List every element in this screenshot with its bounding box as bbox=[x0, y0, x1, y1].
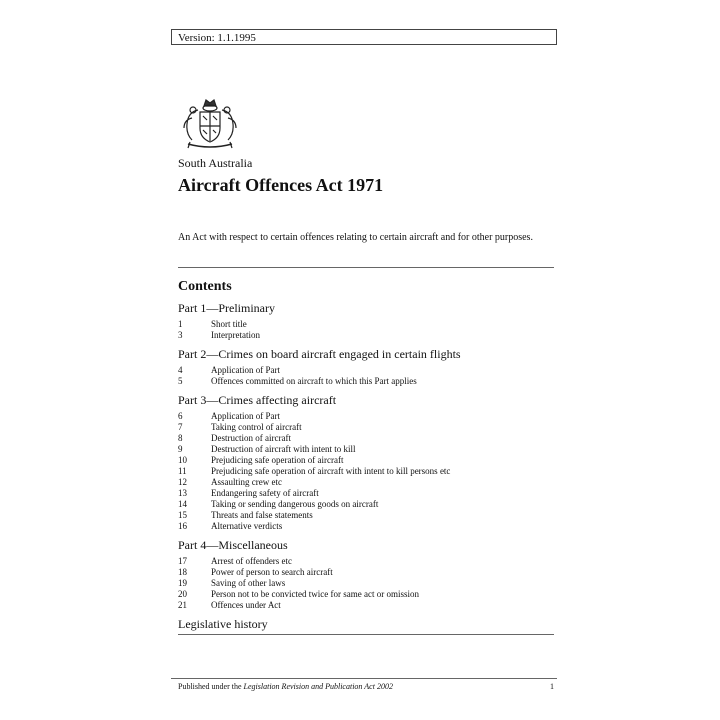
toc-section-row[interactable] bbox=[178, 556, 558, 567]
section-title: Destruction of aircraft bbox=[211, 433, 291, 443]
version-label: Version: 1.1.1995 bbox=[178, 32, 256, 44]
publication-prefix: Published under the bbox=[178, 682, 244, 691]
section-number: 19 bbox=[178, 578, 187, 588]
section-number: 12 bbox=[178, 477, 187, 487]
section-title: Arrest of offenders etc bbox=[211, 556, 293, 566]
section-number: 20 bbox=[178, 589, 187, 599]
section-number: 3 bbox=[178, 330, 183, 340]
toc-section-row[interactable] bbox=[178, 578, 558, 589]
section-title: Saving of other laws bbox=[211, 578, 286, 588]
toc-section-row[interactable] bbox=[178, 600, 558, 611]
section-title: Endangering safety of aircraft bbox=[211, 488, 319, 498]
toc-part bbox=[178, 300, 558, 341]
section-number: 13 bbox=[178, 488, 187, 498]
toc-section-row[interactable] bbox=[178, 589, 558, 600]
section-number: 16 bbox=[178, 521, 187, 531]
section-number: 1 bbox=[178, 319, 183, 329]
table-of-contents bbox=[178, 300, 558, 632]
section-title: Assaulting crew etc bbox=[211, 477, 282, 487]
section-title: Power of person to search aircraft bbox=[211, 567, 333, 577]
jurisdiction: South Australia bbox=[178, 156, 253, 170]
section-title: Destruction of aircraft with intent to kill bbox=[211, 444, 356, 454]
toc-part-heading[interactable]: Part 4—Miscellaneous bbox=[178, 538, 288, 552]
page-footer bbox=[178, 682, 554, 691]
legislative-history-link[interactable]: Legislative history bbox=[178, 617, 268, 631]
toc-part bbox=[178, 537, 558, 611]
section-number: 5 bbox=[178, 376, 183, 386]
section-title: Short title bbox=[211, 319, 247, 329]
section-title: Offences committed on aircraft to which this Part applies bbox=[211, 376, 417, 386]
coat-of-arms-icon bbox=[178, 96, 242, 152]
version-box bbox=[171, 29, 557, 45]
toc-section-row[interactable] bbox=[178, 433, 558, 444]
toc-section-row[interactable] bbox=[178, 411, 558, 422]
divider bbox=[178, 634, 554, 635]
toc-part bbox=[178, 392, 558, 532]
toc-section-row[interactable] bbox=[178, 455, 558, 466]
divider bbox=[178, 267, 554, 268]
act-title: Aircraft Offences Act 1971 bbox=[178, 175, 384, 195]
toc-part-heading[interactable]: Part 1—Preliminary bbox=[178, 301, 275, 315]
section-number: 17 bbox=[178, 556, 187, 566]
toc-part-heading[interactable]: Part 3—Crimes affecting aircraft bbox=[178, 393, 337, 407]
section-title: Alternative verdicts bbox=[211, 521, 283, 531]
section-title: Offences under Act bbox=[211, 600, 281, 610]
toc-section-row[interactable] bbox=[178, 365, 558, 376]
toc-section-row[interactable] bbox=[178, 510, 558, 521]
section-number: 14 bbox=[178, 499, 187, 509]
section-number: 11 bbox=[178, 466, 187, 476]
section-number: 7 bbox=[178, 422, 183, 432]
section-title: Application of Part bbox=[211, 411, 280, 421]
section-title: Prejudicing safe operation of aircraft bbox=[211, 455, 344, 465]
section-number: 10 bbox=[178, 455, 187, 465]
section-number: 18 bbox=[178, 567, 187, 577]
footer-divider bbox=[171, 678, 557, 679]
section-title: Interpretation bbox=[211, 330, 260, 340]
section-title: Prejudicing safe operation of aircraft with intent to kill persons etc bbox=[211, 466, 451, 476]
section-title: Application of Part bbox=[211, 365, 280, 375]
section-title: Taking or sending dangerous goods on aircraft bbox=[211, 499, 379, 509]
toc-section-row[interactable] bbox=[178, 422, 558, 433]
page-number: 1 bbox=[550, 682, 554, 691]
section-title: Person not to be convicted twice for same act or omission bbox=[211, 589, 419, 599]
toc-section-row[interactable] bbox=[178, 444, 558, 455]
toc-part-heading[interactable]: Part 2—Crimes on board aircraft engaged in certain flights bbox=[178, 347, 461, 361]
section-number: 9 bbox=[178, 444, 183, 454]
section-number: 21 bbox=[178, 600, 187, 610]
toc-section-row[interactable] bbox=[178, 567, 558, 578]
section-number: 15 bbox=[178, 510, 187, 520]
toc-section-row[interactable] bbox=[178, 488, 558, 499]
publication-note bbox=[178, 682, 393, 691]
toc-section-row[interactable] bbox=[178, 521, 558, 532]
section-number: 6 bbox=[178, 411, 183, 421]
toc-section-row[interactable] bbox=[178, 330, 558, 341]
section-number: 4 bbox=[178, 365, 183, 375]
toc-section-row[interactable] bbox=[178, 477, 558, 488]
toc-section-row[interactable] bbox=[178, 499, 558, 510]
publication-act: Legislation Revision and Publication Act 2002 bbox=[243, 682, 393, 691]
toc-section-row[interactable] bbox=[178, 319, 558, 330]
toc-part bbox=[178, 346, 558, 387]
long-title: An Act with respect to certain offences relating to certain aircraft and for other purposes. bbox=[178, 232, 533, 243]
section-title: Threats and false statements bbox=[211, 510, 313, 520]
section-number: 8 bbox=[178, 433, 183, 443]
section-title: Taking control of aircraft bbox=[211, 422, 302, 432]
toc-section-row[interactable] bbox=[178, 466, 558, 477]
toc-section-row[interactable] bbox=[178, 376, 558, 387]
contents-heading: Contents bbox=[178, 279, 232, 294]
